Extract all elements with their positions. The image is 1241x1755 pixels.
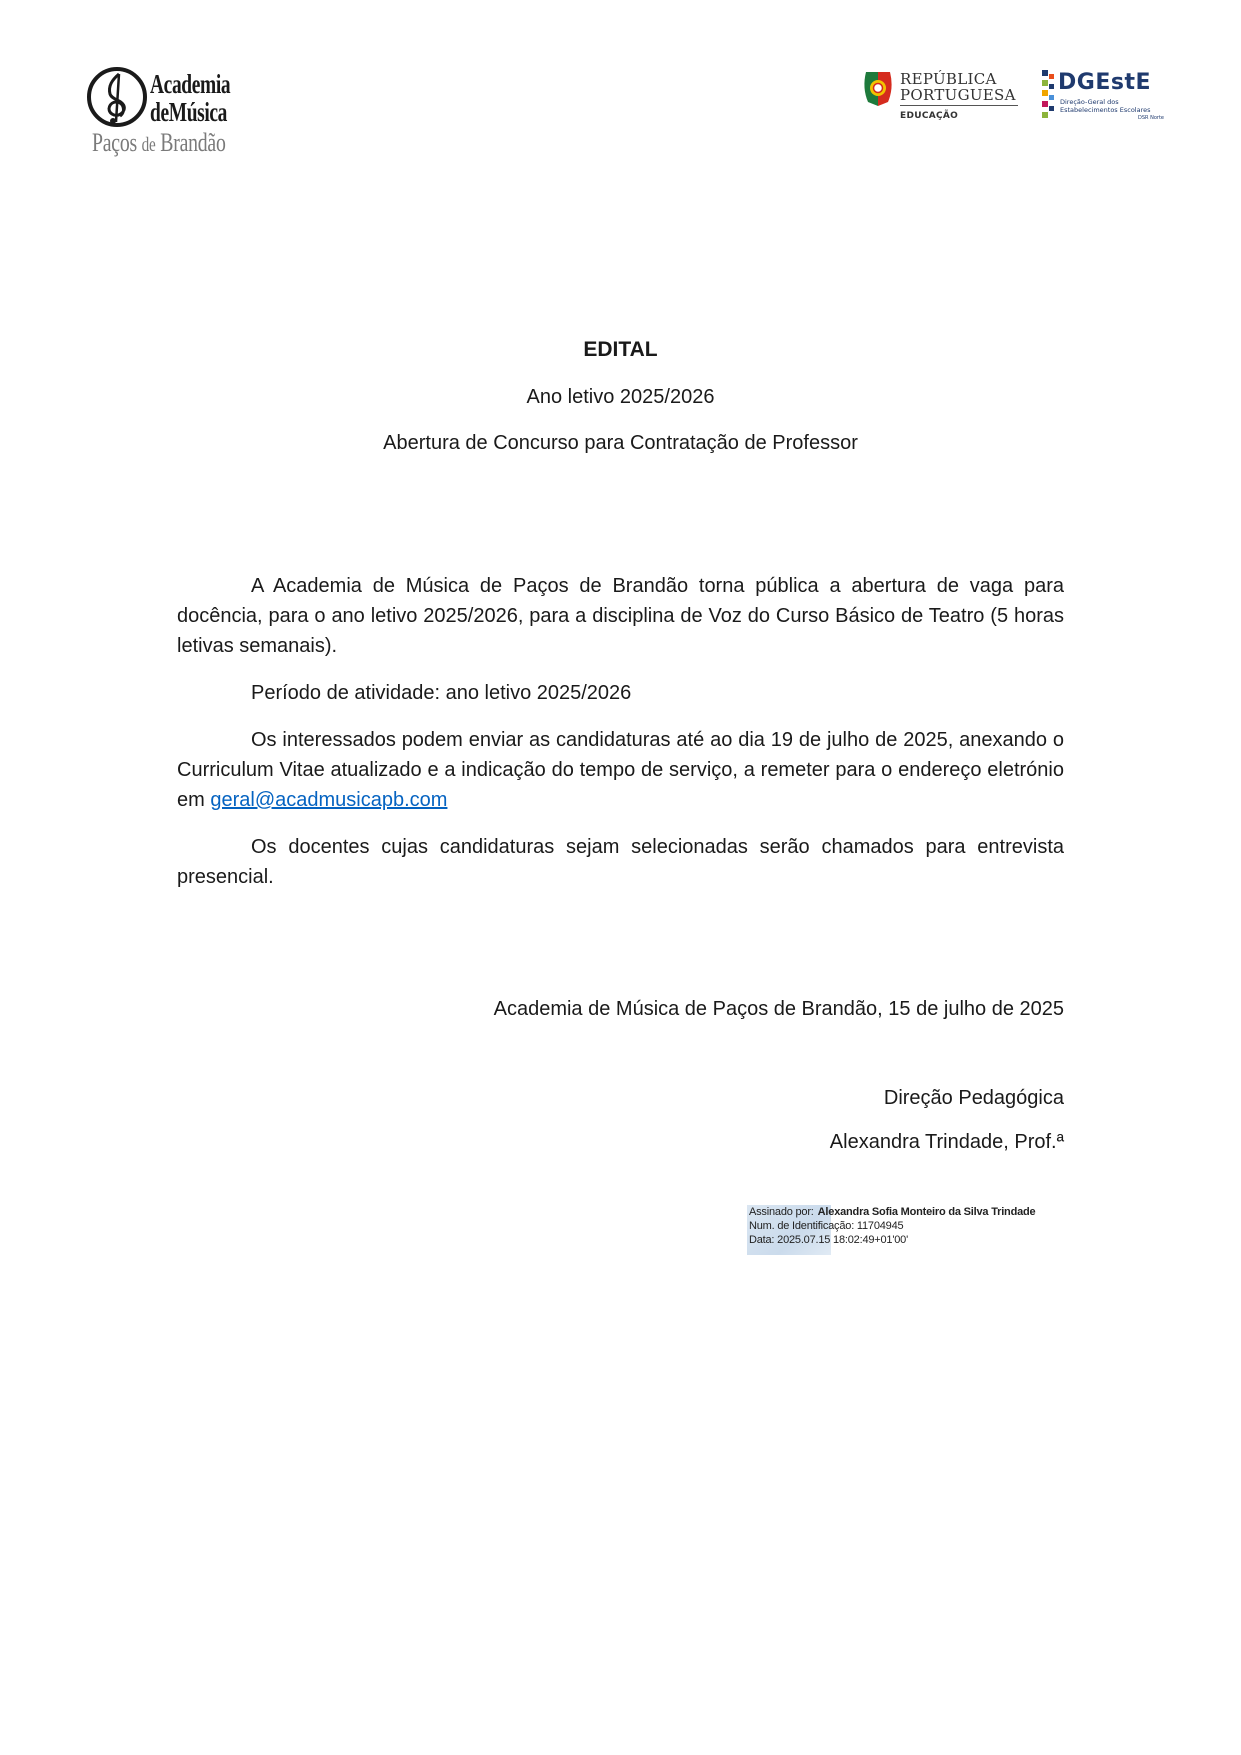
document-title: EDITAL xyxy=(583,338,658,361)
republica-divider xyxy=(900,105,1018,106)
paragraph-period xyxy=(177,678,1064,708)
document-subject: Abertura de Concurso para Contratação de Professor xyxy=(383,432,858,454)
signoff-role: Direção Pedagógica xyxy=(883,1087,1064,1109)
academia-logo-line3: Paços de Brandão xyxy=(92,128,226,157)
paragraph-vacancy-text: A Academia de Música de Paços de Brandão torna pública a abertura de vaga para docência, para o ano letivo 2025/2026, para a disciplina de Voz do Curso Básico de Teatro (5 horas letivas semanais). xyxy=(177,575,1064,657)
dgeste-sub2: Estabelecimentos Escolares xyxy=(1060,106,1151,114)
republica-line2: PORTUGUESA xyxy=(900,86,1016,104)
portugal-emblem-icon xyxy=(860,68,896,108)
signature-signer: Alexandra Sofia Monteiro da Silva Trindade xyxy=(817,1206,1036,1218)
dgeste-sub3: DSR Norte xyxy=(1138,115,1164,121)
dgeste-squares-icon xyxy=(1040,68,1056,120)
signature-signer-line: Assinado por: Alexandra Sofia Monteiro da Silva Trindade xyxy=(749,1206,1036,1218)
paragraph-interview xyxy=(177,832,1064,892)
academia-logo-line2: deMúsica xyxy=(150,97,228,127)
paragraph-application-text: Os interessados podem enviar as candidaturas até ao dia 19 de julho de 2025, anexando o Curriculum Vitae atualizado e a indicação do tempo de serviço, a remeter para o endereço eletrónio em geral@acadmusicapb.com xyxy=(177,729,1064,811)
academia-logo xyxy=(86,66,246,158)
digital-signature xyxy=(747,1205,1077,1255)
email-link[interactable]: geral@acadmusicapb.com xyxy=(210,789,448,811)
signature-date: Data: 2025.07.15 18:02:49+01'00' xyxy=(749,1234,908,1246)
republica-line3: EDUCAÇÃO xyxy=(900,111,959,121)
paragraph-application xyxy=(177,725,1064,815)
paragraph-period-text: Período de atividade: ano letivo 2025/2026 xyxy=(251,682,632,704)
place-date: Academia de Música de Paços de Brandão, 15 de julho de 2025 xyxy=(493,998,1064,1020)
republica-line1: REPÚBLICA xyxy=(900,70,997,88)
dgeste-logo xyxy=(1040,68,1170,126)
signoff-name: Alexandra Trindade, Prof.ª xyxy=(829,1131,1064,1153)
treble-clef-icon xyxy=(86,66,148,128)
academia-logo-line1: Academia xyxy=(150,69,231,99)
school-year: Ano letivo 2025/2026 xyxy=(526,386,715,408)
paragraph-vacancy xyxy=(177,571,1064,661)
republica-portuguesa-logo xyxy=(860,68,1020,126)
dgeste-name: DGEstE xyxy=(1058,70,1151,95)
dgeste-sub1: Direção-Geral dos xyxy=(1060,98,1119,106)
signature-id: Num. de Identificação: 11704945 xyxy=(749,1220,904,1232)
paragraph-interview-text: Os docentes cujas candidaturas sejam selecionadas serão chamados para entrevista presencial. xyxy=(177,836,1064,888)
